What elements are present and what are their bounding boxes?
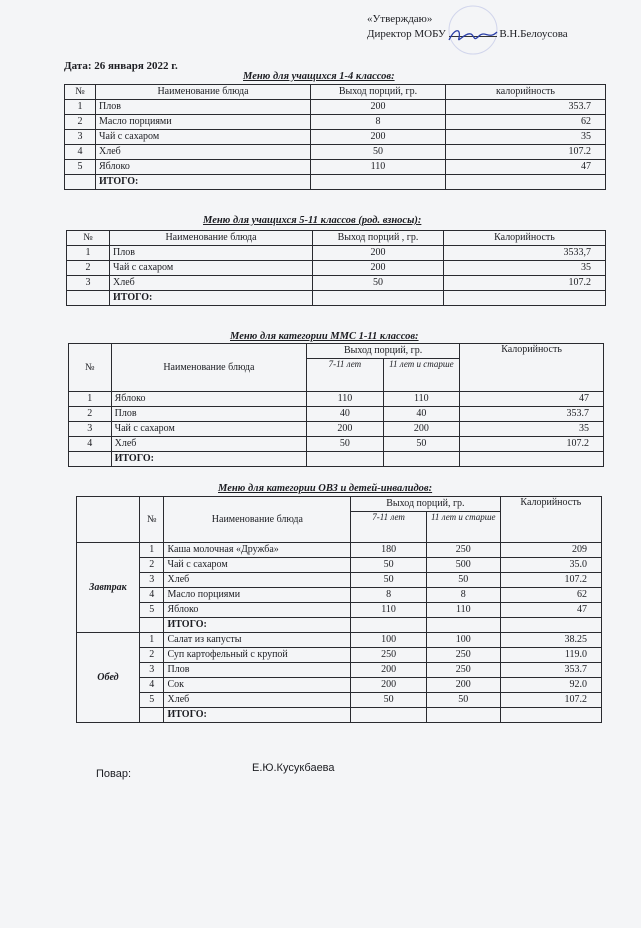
row-number: 1 — [67, 246, 110, 261]
total-label: ИТОГО: — [110, 291, 313, 306]
row-number: 2 — [69, 407, 112, 422]
table-row — [65, 115, 606, 130]
table-row — [65, 130, 606, 145]
dish-calories: 119.0 — [500, 648, 601, 663]
total-row — [65, 175, 606, 190]
menu-table-5-11 — [66, 230, 606, 306]
row-number: 4 — [139, 588, 164, 603]
dish-calories: 107.2 — [500, 693, 601, 708]
approval-signature-line — [367, 27, 568, 42]
dish-output: 200 — [313, 261, 444, 276]
col-dish: Наименование блюда — [110, 231, 313, 246]
col-age-7-11: 7-11 лет — [307, 359, 384, 392]
dish-calories: 107.2 — [500, 573, 601, 588]
dish-name: Хлеб — [96, 145, 311, 160]
cook-label: Повар: — [96, 768, 132, 780]
dish-name: Яблоко — [111, 392, 307, 407]
dish-output-11-plus: 8 — [426, 588, 500, 603]
table-row — [67, 276, 606, 291]
dish-output-7-11: 250 — [351, 648, 427, 663]
row-number: 4 — [139, 678, 164, 693]
dish-output: 8 — [311, 115, 446, 130]
dish-calories: 107.2 — [460, 437, 604, 452]
row-number: 2 — [65, 115, 96, 130]
row-number: 5 — [139, 693, 164, 708]
col-calories: Калорийность — [444, 231, 606, 246]
dish-output-7-11: 180 — [351, 543, 427, 558]
table-header — [69, 344, 604, 359]
table-row — [69, 437, 604, 452]
row-number: 5 — [139, 603, 164, 618]
table-header — [65, 85, 606, 100]
table-row — [77, 573, 602, 588]
dish-output-7-11: 50 — [351, 558, 427, 573]
approval-position: Директор МОБУ — [367, 28, 446, 40]
table3-title: Меню для категории ММС 1-11 классов: — [230, 331, 419, 342]
row-number: 3 — [69, 422, 112, 437]
col-number: № — [67, 231, 110, 246]
dish-name: Суп картофельный с крупой — [164, 648, 351, 663]
total-row — [77, 708, 602, 723]
col-dish: Наименование блюда — [111, 344, 307, 392]
row-number: 2 — [139, 558, 164, 573]
row-number: 3 — [67, 276, 110, 291]
dish-name: Яблоко — [96, 160, 311, 175]
meal-lunch: Обед — [77, 633, 140, 723]
dish-output-11-plus: 50 — [383, 437, 459, 452]
dish-calories: 35 — [460, 422, 604, 437]
menu-table-ovz — [76, 496, 602, 723]
table4-title: Меню для категории ОВЗ и детей-инвалидов: — [218, 483, 433, 494]
dish-calories: 38.25 — [500, 633, 601, 648]
dish-output: 200 — [311, 100, 446, 115]
dish-output-7-11: 200 — [351, 663, 427, 678]
col-number: № — [65, 85, 96, 100]
table-row — [77, 693, 602, 708]
dish-output-7-11: 200 — [351, 678, 427, 693]
table-header — [67, 231, 606, 246]
dish-calories: 35.0 — [500, 558, 601, 573]
row-number: 5 — [65, 160, 96, 175]
dish-name: Плов — [96, 100, 311, 115]
dish-output: 200 — [313, 246, 444, 261]
dish-output-11-plus: 250 — [426, 663, 500, 678]
dish-output: 50 — [313, 276, 444, 291]
dish-output-11-plus: 250 — [426, 543, 500, 558]
dish-calories: 353.7 — [460, 407, 604, 422]
menu-table-mms — [68, 343, 604, 467]
dish-calories: 353.7 — [500, 663, 601, 678]
col-calories: Калорийность — [500, 497, 601, 543]
dish-output-11-plus: 110 — [383, 392, 459, 407]
row-number: 2 — [139, 648, 164, 663]
table-row — [65, 145, 606, 160]
dish-output-11-plus: 200 — [383, 422, 459, 437]
signature-icon — [445, 24, 501, 46]
col-output: Выход порций, гр. — [351, 497, 500, 512]
col-age-11-plus: 11 лет и старше — [426, 512, 500, 543]
col-output: Выход порций, гр. — [311, 85, 446, 100]
col-number: № — [139, 497, 164, 543]
dish-output-11-plus: 50 — [426, 573, 500, 588]
row-number: 1 — [139, 543, 164, 558]
dish-output-11-plus: 40 — [383, 407, 459, 422]
total-row — [67, 291, 606, 306]
dish-output-7-11: 50 — [351, 693, 427, 708]
table-row — [77, 648, 602, 663]
total-row — [77, 618, 602, 633]
dish-calories: 107.2 — [444, 276, 606, 291]
dish-calories: 35 — [444, 261, 606, 276]
col-age-7-11: 7-11 лет — [351, 512, 427, 543]
table-row — [77, 603, 602, 618]
dish-name: Каша молочная «Дружба» — [164, 543, 351, 558]
dish-output-11-plus: 200 — [426, 678, 500, 693]
approval-title: «Утверждаю» — [367, 13, 433, 25]
dish-output-11-plus: 110 — [426, 603, 500, 618]
table-header — [77, 497, 602, 512]
dish-output-7-11: 40 — [307, 407, 384, 422]
dish-calories: 209 — [500, 543, 601, 558]
dish-output-11-plus: 500 — [426, 558, 500, 573]
dish-name: Плов — [110, 246, 313, 261]
dish-output: 110 — [311, 160, 446, 175]
dish-name: Чай с сахаром — [110, 261, 313, 276]
meal-breakfast: Завтрак — [77, 543, 140, 633]
dish-output-7-11: 8 — [351, 588, 427, 603]
col-dish: Наименование блюда — [96, 85, 311, 100]
col-calories: Калорийность — [460, 344, 604, 392]
row-number: 4 — [69, 437, 112, 452]
table-row — [77, 543, 602, 558]
dish-name: Хлеб — [164, 693, 351, 708]
approval-name: В.Н.Белоусова — [499, 28, 568, 40]
dish-output: 50 — [311, 145, 446, 160]
row-number: 1 — [65, 100, 96, 115]
dish-calories: 107.2 — [446, 145, 606, 160]
dish-calories: 47 — [500, 603, 601, 618]
dish-calories: 62 — [500, 588, 601, 603]
table-row — [69, 422, 604, 437]
dish-output-7-11: 50 — [351, 573, 427, 588]
table-row — [69, 392, 604, 407]
dish-name: Хлеб — [111, 437, 307, 452]
dish-calories: 47 — [460, 392, 604, 407]
approval-block — [367, 12, 568, 42]
dish-output-7-11: 100 — [351, 633, 427, 648]
table-row — [67, 261, 606, 276]
dish-calories: 35 — [446, 130, 606, 145]
dish-calories: 353.7 — [446, 100, 606, 115]
dish-calories: 62 — [446, 115, 606, 130]
dish-name: Хлеб — [164, 573, 351, 588]
table-row — [77, 678, 602, 693]
dish-calories: 47 — [446, 160, 606, 175]
dish-output-11-plus: 50 — [426, 693, 500, 708]
row-number: 4 — [65, 145, 96, 160]
row-number: 3 — [65, 130, 96, 145]
total-label: ИТОГО: — [164, 618, 351, 633]
dish-name: Чай с сахаром — [96, 130, 311, 145]
dish-name: Салат из капусты — [164, 633, 351, 648]
table-row — [77, 558, 602, 573]
total-label: ИТОГО: — [111, 452, 307, 467]
dish-name: Чай с сахаром — [111, 422, 307, 437]
row-number: 2 — [67, 261, 110, 276]
col-output: Выход порций , гр. — [313, 231, 444, 246]
dish-output-7-11: 200 — [307, 422, 384, 437]
table-row — [65, 100, 606, 115]
table-row — [77, 663, 602, 678]
row-number: 3 — [139, 663, 164, 678]
table-row — [77, 588, 602, 603]
cook-name: Е.Ю.Кусукбаева — [252, 762, 335, 774]
row-number: 1 — [69, 392, 112, 407]
total-row — [69, 452, 604, 467]
col-output: Выход порций, гр. — [307, 344, 460, 359]
menu-date: Дата: 26 января 2022 г. — [64, 60, 178, 72]
dish-name: Хлеб — [110, 276, 313, 291]
table-row — [65, 160, 606, 175]
table-row — [77, 633, 602, 648]
total-label: ИТОГО: — [96, 175, 311, 190]
dish-name: Плов — [111, 407, 307, 422]
table-row — [69, 407, 604, 422]
dish-output-7-11: 50 — [307, 437, 384, 452]
col-dish: Наименование блюда — [164, 497, 351, 543]
dish-output-11-plus: 250 — [426, 648, 500, 663]
dish-output-7-11: 110 — [307, 392, 384, 407]
signature — [449, 36, 497, 37]
dish-output: 200 — [311, 130, 446, 145]
dish-calories: 92.0 — [500, 678, 601, 693]
row-number: 1 — [139, 633, 164, 648]
menu-table-1-4 — [64, 84, 606, 190]
table2-title: Меню для учащихся 5-11 классов (род. взносы): — [203, 215, 422, 226]
col-number: № — [69, 344, 112, 392]
dish-name: Плов — [164, 663, 351, 678]
dish-output-11-plus: 100 — [426, 633, 500, 648]
dish-name: Масло порциями — [96, 115, 311, 130]
table1-title: Меню для учащихся 1-4 классов: — [243, 71, 395, 82]
col-calories: калорийность — [446, 85, 606, 100]
total-label: ИТОГО: — [164, 708, 351, 723]
dish-output-7-11: 110 — [351, 603, 427, 618]
dish-name: Чай с сахаром — [164, 558, 351, 573]
dish-calories: 3533,7 — [444, 246, 606, 261]
dish-name: Масло порциями — [164, 588, 351, 603]
dish-name: Яблоко — [164, 603, 351, 618]
dish-name: Сок — [164, 678, 351, 693]
table-row — [67, 246, 606, 261]
row-number: 3 — [139, 573, 164, 588]
col-age-11-plus: 11 лет и старше — [383, 359, 459, 392]
